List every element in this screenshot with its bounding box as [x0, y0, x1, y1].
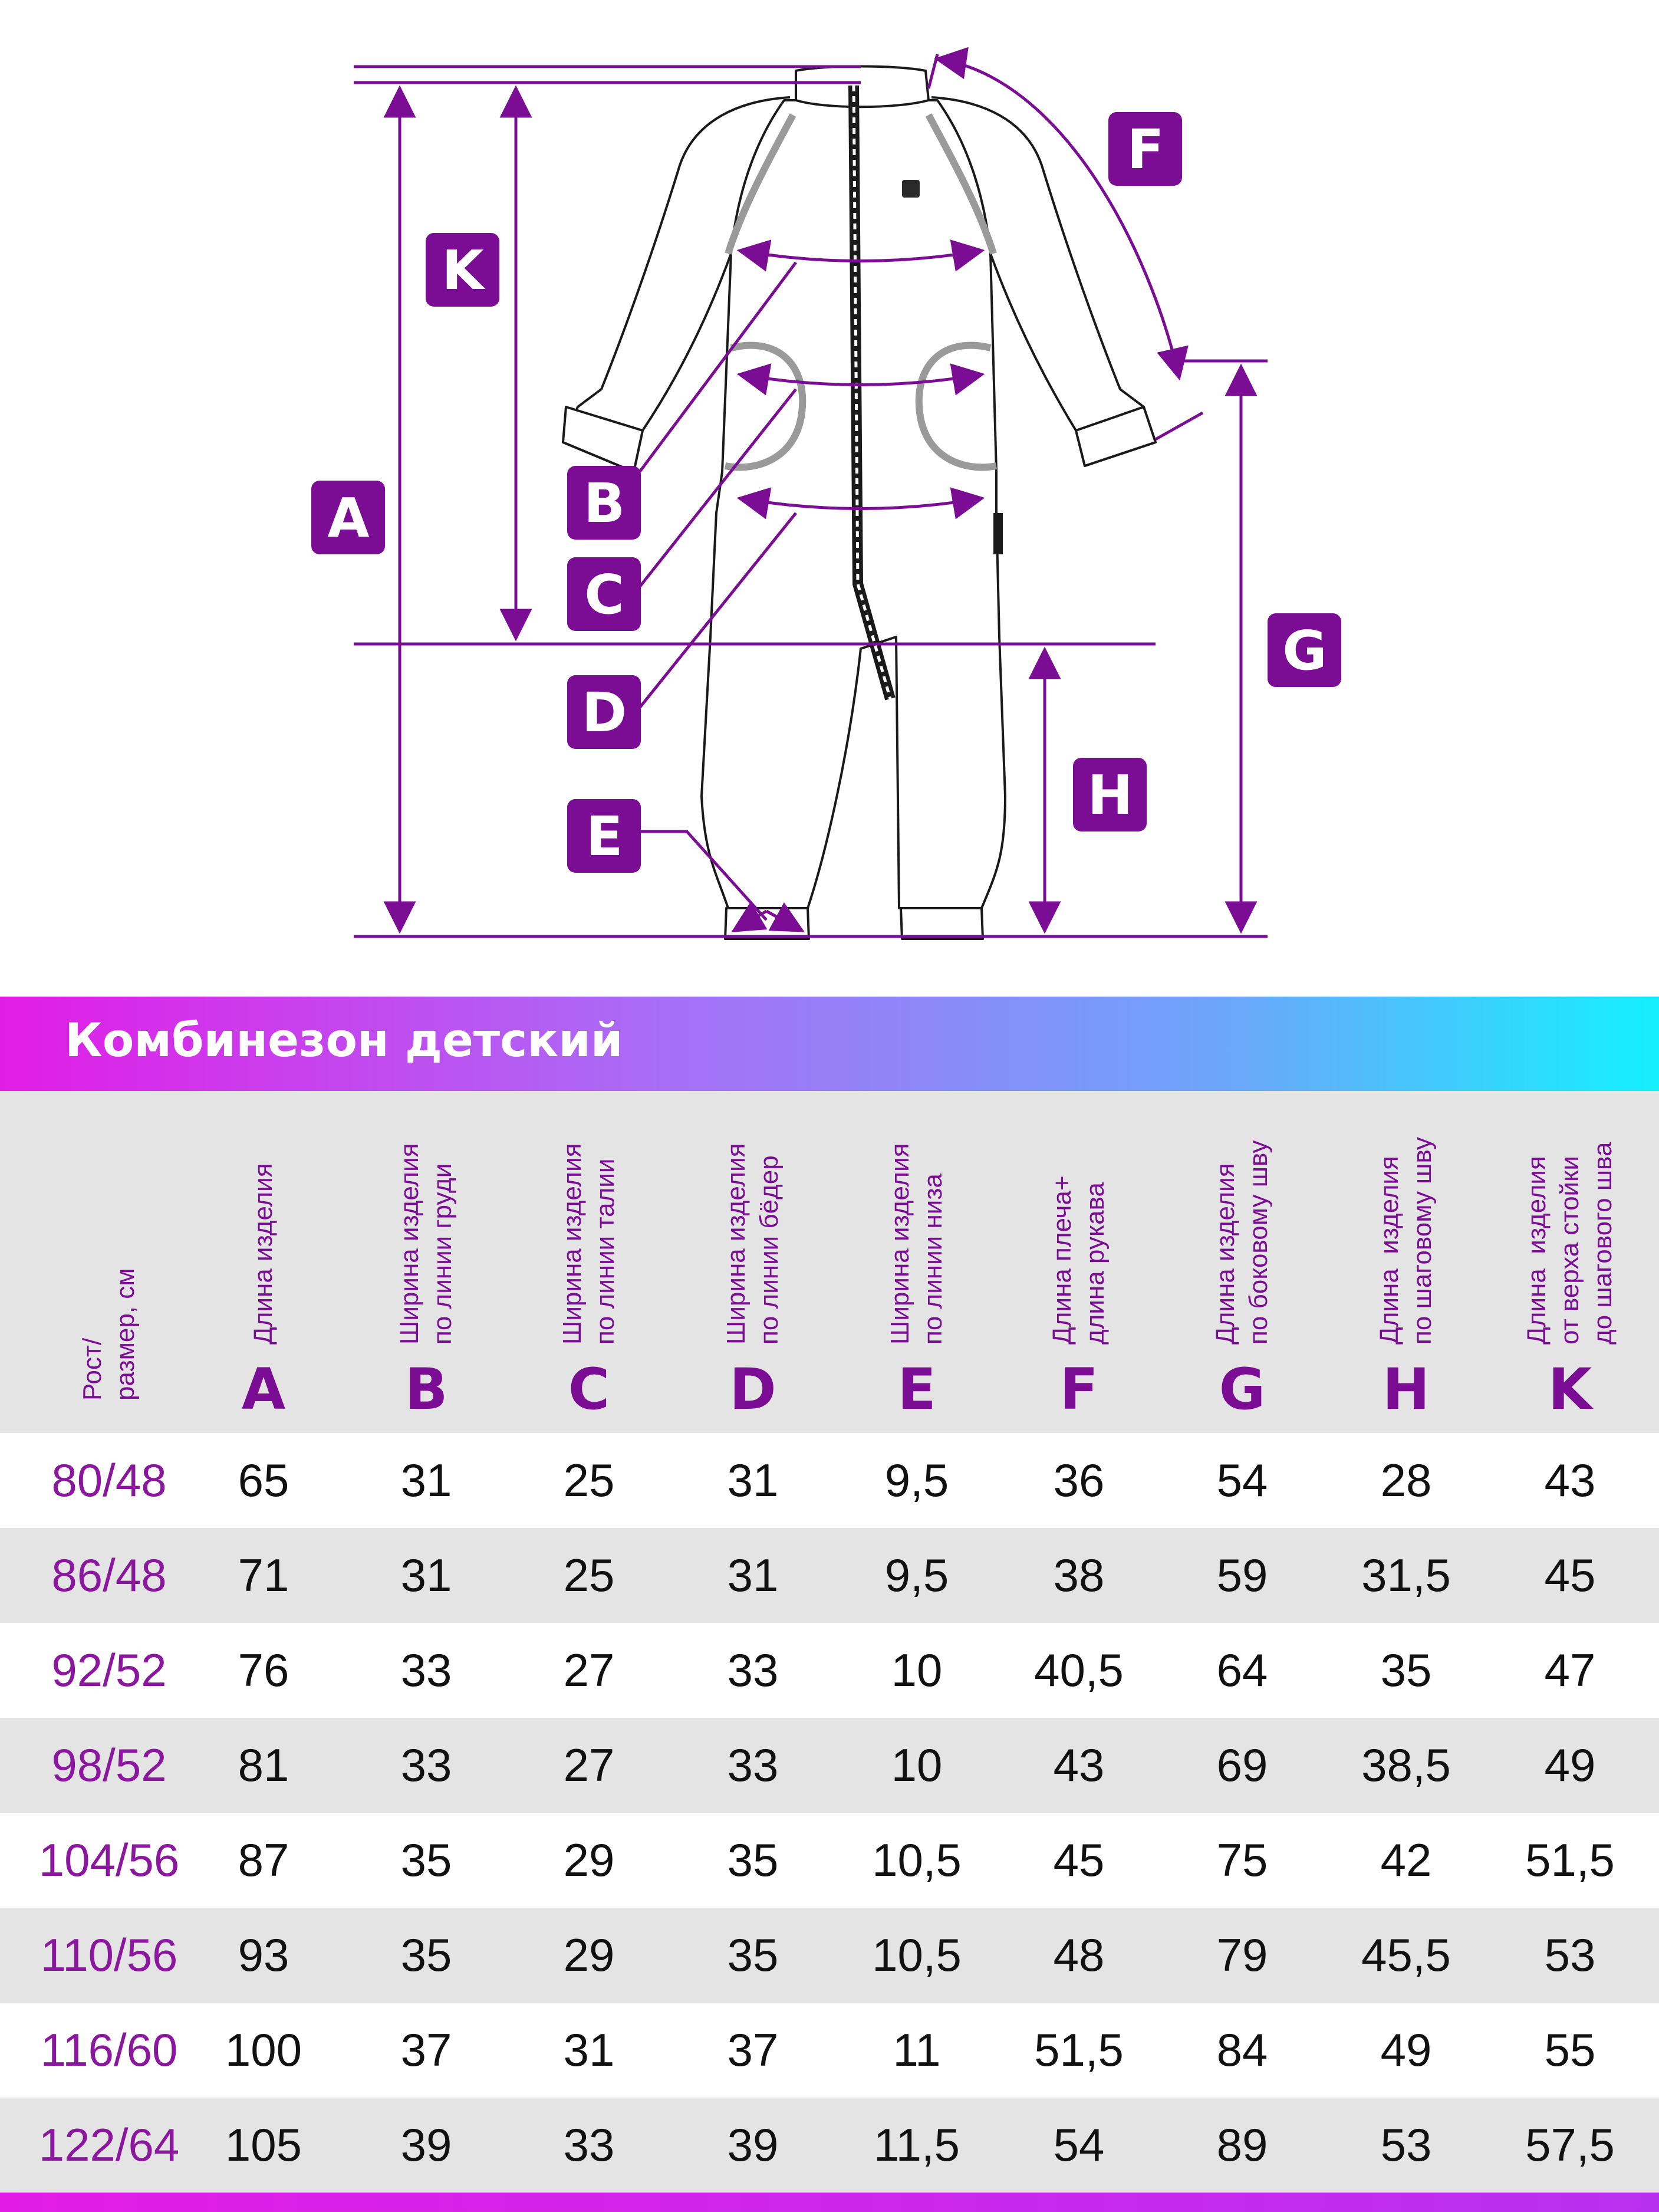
- svg-text:B: B: [583, 472, 626, 535]
- badge-a: [311, 481, 385, 554]
- value-cell: 35: [400, 1834, 452, 1886]
- value-cell: 87: [238, 1834, 289, 1886]
- page-title: Комбинезон детский: [65, 1014, 623, 1067]
- column-letter: C: [568, 1356, 610, 1422]
- value-cell: 38,5: [1361, 1739, 1451, 1791]
- size-cell: 110/56: [40, 1929, 178, 1981]
- table-row: [0, 1528, 1659, 1623]
- value-cell: 45: [1053, 1834, 1105, 1886]
- badge-f: [1108, 112, 1182, 186]
- badge-d: [567, 675, 641, 749]
- value-cell: 25: [563, 1549, 615, 1601]
- column-header-9: [1490, 1091, 1650, 1433]
- value-cell: 31: [400, 1454, 452, 1506]
- value-cell: 31: [400, 1549, 452, 1601]
- svg-text:C: C: [584, 563, 624, 626]
- svg-text:H: H: [1087, 764, 1133, 827]
- value-cell: 35: [1380, 1644, 1432, 1696]
- column-letter: E: [897, 1356, 936, 1422]
- value-cell: 40,5: [1034, 1644, 1124, 1696]
- value-cell: 29: [563, 1834, 615, 1886]
- column-letter: G: [1219, 1356, 1266, 1422]
- measurement-diagram: [0, 0, 1659, 991]
- value-cell: 57,5: [1525, 2119, 1615, 2171]
- column-header-3: [509, 1091, 669, 1433]
- value-cell: 39: [727, 2119, 779, 2171]
- table-row: [0, 1718, 1659, 1813]
- column-label: Длина плеча+ длина рукава: [1048, 1175, 1110, 1345]
- column-label: Ширина изделия по линии бёдер: [722, 1143, 784, 1345]
- column-label: Длина изделия от верха стойки до шагового шва: [1522, 1142, 1617, 1345]
- column-letter: B: [404, 1356, 448, 1422]
- value-cell: 33: [400, 1739, 452, 1791]
- table-row: [0, 2003, 1659, 2098]
- value-cell: 48: [1053, 1929, 1105, 1981]
- size-cell: 122/64: [38, 2119, 180, 2171]
- column-header-1: [184, 1091, 343, 1433]
- value-cell: 69: [1216, 1739, 1268, 1791]
- value-cell: 59: [1216, 1549, 1268, 1601]
- badge-h: [1073, 758, 1147, 831]
- value-cell: 10,5: [872, 1834, 962, 1886]
- svg-text:D: D: [581, 681, 627, 744]
- value-cell: 93: [238, 1929, 289, 1981]
- column-letter: F: [1059, 1356, 1098, 1422]
- column-header-5: [837, 1091, 996, 1433]
- table-header: [0, 1091, 1659, 1433]
- value-cell: 79: [1216, 1929, 1268, 1981]
- size-cell: 98/52: [51, 1739, 167, 1791]
- value-cell: 89: [1216, 2119, 1268, 2171]
- table-row: [0, 1623, 1659, 1718]
- value-cell: 33: [727, 1644, 779, 1696]
- value-cell: 100: [225, 2024, 302, 2076]
- value-cell: 43: [1544, 1454, 1596, 1506]
- column-header-4: [673, 1091, 832, 1433]
- value-cell: 54: [1053, 2119, 1105, 2171]
- column-label: Длина изделия по шаговому шву: [1375, 1137, 1437, 1345]
- badge-b: [567, 466, 641, 540]
- svg-text:E: E: [585, 805, 623, 868]
- table-row: [0, 2098, 1659, 2193]
- value-cell: 45: [1544, 1549, 1596, 1601]
- value-cell: 9,5: [884, 1549, 949, 1601]
- value-cell: 31,5: [1361, 1549, 1451, 1601]
- value-cell: 36: [1053, 1454, 1105, 1506]
- value-cell: 71: [238, 1549, 289, 1601]
- value-cell: 10: [891, 1644, 943, 1696]
- column-header-0: [29, 1091, 189, 1433]
- value-cell: 64: [1216, 1644, 1268, 1696]
- value-cell: 105: [225, 2119, 302, 2171]
- column-label: Ширина изделия по линии груди: [395, 1143, 457, 1345]
- column-letter: D: [729, 1356, 776, 1422]
- value-cell: 11,5: [873, 2119, 960, 2171]
- size-cell: 86/48: [51, 1549, 167, 1601]
- column-label: Ширина изделия по линии талии: [558, 1143, 620, 1345]
- value-cell: 51,5: [1034, 2024, 1124, 2076]
- zipper-tab-icon: [902, 180, 920, 198]
- value-cell: 39: [400, 2119, 452, 2171]
- value-cell: 42: [1380, 1834, 1432, 1886]
- value-cell: 76: [238, 1644, 289, 1696]
- value-cell: 35: [727, 1929, 779, 1981]
- badge-e: [567, 799, 641, 873]
- value-cell: 45,5: [1361, 1929, 1451, 1981]
- value-cell: 27: [563, 1644, 615, 1696]
- value-cell: 10,5: [872, 1929, 962, 1981]
- value-cell: 53: [1380, 2119, 1432, 2171]
- table-row: [0, 1813, 1659, 1908]
- column-label: Длина изделия по боковому шву: [1211, 1140, 1273, 1345]
- title-band: [0, 997, 1659, 1091]
- value-cell: 27: [563, 1739, 615, 1791]
- column-label: Длина изделия: [249, 1163, 278, 1345]
- value-cell: 37: [400, 2024, 452, 2076]
- badge-g: [1268, 613, 1341, 687]
- column-letter: K: [1548, 1356, 1592, 1422]
- bottom-band: [0, 2193, 1659, 2212]
- badge-k: [426, 233, 499, 307]
- column-letter: H: [1382, 1356, 1430, 1422]
- value-cell: 75: [1216, 1834, 1268, 1886]
- svg-text:A: A: [327, 487, 370, 550]
- value-cell: 33: [727, 1739, 779, 1791]
- column-header-6: [999, 1091, 1158, 1433]
- value-cell: 33: [400, 1644, 452, 1696]
- value-cell: 35: [727, 1834, 779, 1886]
- size-cell: 92/52: [51, 1644, 167, 1696]
- svg-text:F: F: [1127, 118, 1164, 181]
- column-header-7: [1163, 1091, 1322, 1433]
- value-cell: 49: [1544, 1739, 1596, 1791]
- value-cell: 53: [1544, 1929, 1596, 1981]
- value-cell: 81: [238, 1739, 289, 1791]
- column-letter: A: [241, 1356, 286, 1422]
- value-cell: 11: [893, 2024, 941, 2076]
- svg-text:K: K: [442, 239, 484, 302]
- value-cell: 31: [727, 1549, 779, 1601]
- svg-text:G: G: [1282, 619, 1327, 682]
- value-cell: 25: [563, 1454, 615, 1506]
- value-cell: 33: [563, 2119, 615, 2171]
- value-cell: 29: [563, 1929, 615, 1981]
- value-cell: 28: [1380, 1454, 1432, 1506]
- column-header-2: [347, 1091, 506, 1433]
- column-label: Рост/ размер, см: [78, 1268, 140, 1401]
- value-cell: 47: [1544, 1644, 1596, 1696]
- value-cell: 51,5: [1525, 1834, 1615, 1886]
- value-cell: 9,5: [884, 1454, 949, 1506]
- value-cell: 55: [1544, 2024, 1596, 2076]
- value-cell: 49: [1380, 2024, 1432, 2076]
- size-cell: 80/48: [51, 1454, 167, 1506]
- value-cell: 38: [1053, 1549, 1105, 1601]
- value-cell: 35: [400, 1929, 452, 1981]
- value-cell: 43: [1053, 1739, 1105, 1791]
- column-label: Ширина изделия по линии низа: [886, 1143, 947, 1345]
- value-cell: 31: [563, 2024, 615, 2076]
- column-header-8: [1326, 1091, 1486, 1433]
- value-cell: 37: [727, 2024, 779, 2076]
- size-cell: 104/56: [38, 1834, 180, 1886]
- table-row: [0, 1908, 1659, 2003]
- value-cell: 84: [1216, 2024, 1268, 2076]
- value-cell: 65: [238, 1454, 289, 1506]
- table-row: [0, 1433, 1659, 1528]
- value-cell: 54: [1216, 1454, 1268, 1506]
- size-cell: 116/60: [40, 2024, 178, 2076]
- badge-c: [567, 557, 641, 631]
- value-cell: 10: [891, 1739, 943, 1791]
- value-cell: 31: [727, 1454, 779, 1506]
